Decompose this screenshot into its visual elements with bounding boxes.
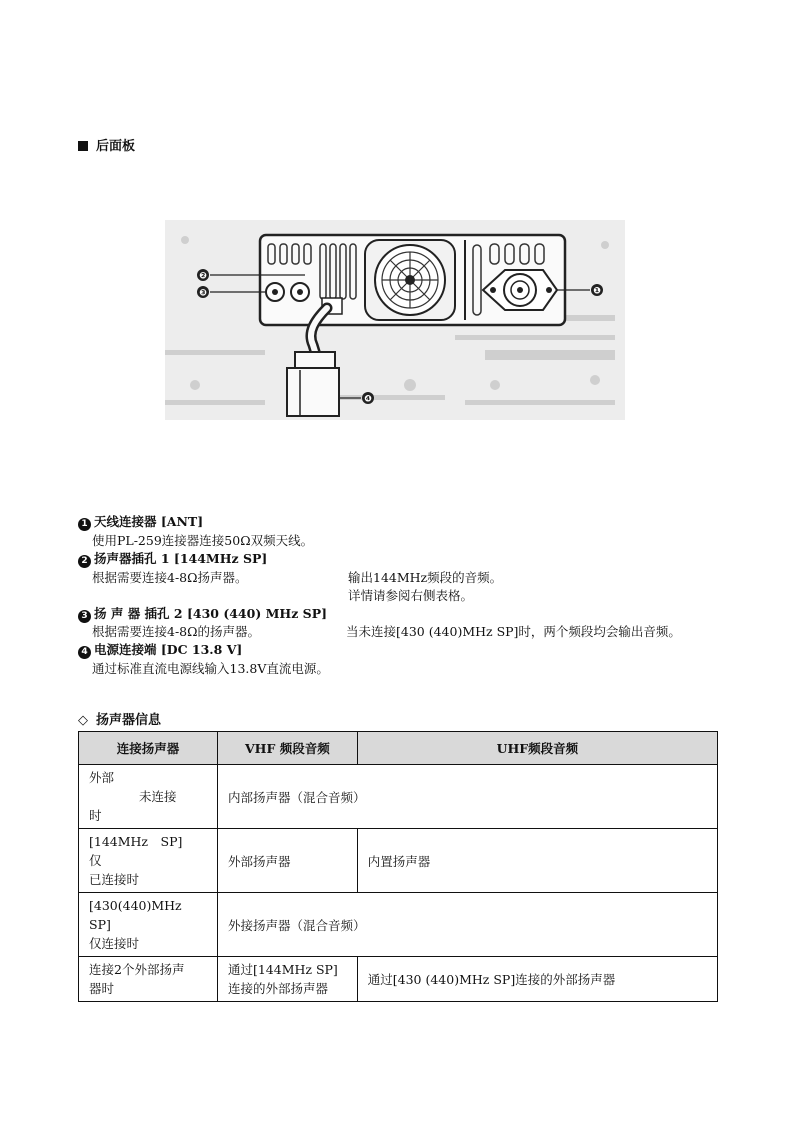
item-title-text: 电源连接端 [DC 13.8 V]: [94, 642, 243, 657]
item-2-desc: 根据需要连接4-8Ω扬声器。: [92, 570, 248, 585]
section-title: 后面板: [96, 139, 136, 154]
item-3-desc: 根据需要连接4-8Ω的扬声器。: [92, 624, 260, 639]
uhf-cell: 内置扬声器: [357, 829, 717, 893]
number-badge-icon: 1: [78, 518, 91, 531]
section-heading-speaker-info: [78, 709, 161, 728]
rear-panel-figure: [165, 220, 625, 420]
square-bullet-icon: [78, 141, 88, 151]
condition-cell: 连接2个外部扬声 器时: [79, 957, 218, 1002]
table-row: [79, 957, 718, 1002]
vhf-cell: 通过[144MHz SP] 连接的外部扬声器: [217, 957, 357, 1002]
item-3-note: 当未连接[430 (440)MHz SP]时，两个频段均会输出音频。: [346, 624, 681, 639]
header-vhf: VHF 频段音频: [217, 732, 357, 765]
number-badge-icon: 2: [78, 555, 91, 568]
diamond-outline-icon: ◇: [78, 713, 88, 728]
item-2-note-2: 详情请参阅右侧表格。: [348, 588, 474, 603]
section-heading-rear-panel: [78, 135, 135, 154]
table-row: [79, 765, 718, 829]
item-1-desc: 使用PL-259连接器连接50Ω双频天线。: [92, 533, 314, 548]
table-header-row: [79, 732, 718, 765]
item-title-text: 扬声器插孔 1 [144MHz SP]: [94, 551, 268, 566]
header-connection: 连接扬声器: [79, 732, 218, 765]
condition-cell: [144MHz SP] 仅 已连接时: [79, 829, 218, 893]
callout-3: ❸: [199, 288, 207, 299]
speaker-info-table: [78, 731, 718, 1002]
number-badge-icon: 4: [78, 646, 91, 659]
item-1-title: [78, 512, 203, 531]
item-4-title: [78, 640, 242, 659]
section-title: 扬声器信息: [96, 713, 162, 728]
number-badge-icon: 3: [78, 610, 91, 623]
vhf-cell: 外部扬声器: [217, 829, 357, 893]
table-row: [79, 893, 718, 957]
item-2-note: 输出144MHz频段的音频。: [348, 570, 503, 585]
vhf-cell: 外接扬声器（混合音频）: [217, 893, 717, 957]
table-row: [79, 829, 718, 893]
item-3-title: [78, 604, 327, 623]
condition-cell: [430(440)MHz SP] 仅连接时: [79, 893, 218, 957]
header-uhf: UHF频段音频: [357, 732, 717, 765]
item-title-text: 扬 声 器 插孔 2 [430 (440) MHz SP]: [94, 606, 328, 621]
callout-1: ❶: [593, 286, 601, 297]
callout-4: ❹: [364, 394, 372, 405]
vhf-cell: 内部扬声器（混合音频）: [217, 765, 717, 829]
item-title-text: 天线连接器 [ANT]: [94, 514, 204, 529]
condition-cell: 外部 未连接 时: [79, 765, 218, 829]
callout-2: ❷: [199, 271, 207, 282]
uhf-cell: 通过[430 (440)MHz SP]连接的外部扬声器: [357, 957, 717, 1002]
rear-panel-illustration: [165, 220, 625, 420]
item-2-title: [78, 549, 267, 568]
item-4-desc: 通过标准直流电源线输入13.8V直流电源。: [92, 661, 329, 676]
